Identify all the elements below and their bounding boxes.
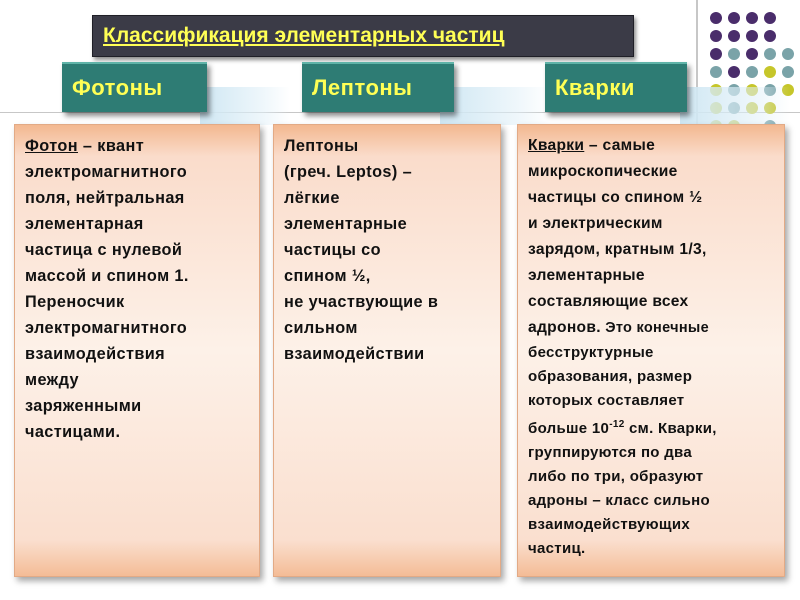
exponent: -12 [609,419,625,430]
photons-line: Фотон – квант [25,137,145,155]
quarks-line: составляющие всех [528,293,689,310]
quarks-line: адроны – класс сильно [528,492,710,509]
decor-dot [782,66,794,78]
header-beam [680,87,790,125]
quarks-line: группируются по два [528,444,693,461]
decor-dot [710,48,722,60]
decor-dot [710,66,722,78]
quarks-line: больше $10^{-12}$ см. Кварки, [528,419,717,437]
decor-dot [782,48,794,60]
decor-dot [764,30,776,42]
photons-line: частица с нулевой [25,241,183,259]
leptons-line: взаимодействии [284,345,425,363]
category-label: Кварки [555,75,635,100]
decor-dot [728,30,740,42]
category-label: Лептоны [312,75,413,100]
decor-dot [710,30,722,42]
decor-dot [764,48,776,60]
leptons-line: (греч. Leptos) – [284,163,413,181]
decor-dot [746,48,758,60]
leptons-line: спином ½, [284,267,371,285]
quarks-panel [517,124,785,577]
quarks-term: Кварки [528,137,585,154]
photons-line: поля, нейтральная [25,189,185,207]
quarks-line: элементарные [528,267,645,284]
header-beam [200,87,290,125]
decor-dot [728,12,740,24]
quarks-line: и электрическим [528,215,663,232]
page-title: Классификация элементарных частиц [103,24,505,47]
decor-dot [728,66,740,78]
category-header-leptons [302,62,454,112]
quarks-line: частиц. [528,540,586,557]
photons-line: между [25,371,80,389]
photons-line: массой и спином 1. [25,267,189,285]
photons-line: электромагнитного [25,163,188,181]
decor-dot [710,12,722,24]
decor-dot [746,30,758,42]
photons-line: элементарная [25,215,144,233]
quarks-line: образования, размер [528,368,693,385]
photons-line: частицами. [25,423,121,441]
decor-dot [746,66,758,78]
decor-dot [764,12,776,24]
quarks-line: зарядом, кратным 1/3, [528,241,707,258]
decor-dot [764,66,776,78]
quarks-line: адронов. Это конечные [528,319,709,336]
decor-dot [728,48,740,60]
category-header-quarks [545,62,687,112]
leptons-line: элементарные [284,215,408,233]
leptons-line: не участвующие в [284,293,439,311]
photons-panel [14,124,260,577]
quarks-line: либо по три, образуют [528,468,704,485]
decor-dot [746,12,758,24]
photons-term: Фотон [25,137,78,155]
photons-line: заряженными [25,397,142,415]
category-label: Фотоны [72,75,163,100]
quarks-line: взаимодействующих [528,516,690,533]
header-beam [440,87,550,125]
leptons-line: частицы со [284,241,381,259]
leptons-line: сильном [284,319,358,337]
photons-line: электромагнитного [25,319,188,337]
category-header-photons [62,62,207,112]
leptons-panel [273,124,501,577]
leptons-line: Лептоны [284,137,359,155]
quarks-line: частицы со спином ½ [528,189,703,206]
photons-line: взаимодействия [25,345,166,363]
quarks-line: бесструктурные [528,344,654,361]
quarks-line: микроскопические [528,163,678,180]
title-bar [92,15,634,57]
photons-line: Переносчик [25,293,125,311]
leptons-line: лёгкие [284,189,340,207]
quarks-line: которых составляет [528,392,685,409]
quarks-line: Кварки – самые [528,137,656,154]
